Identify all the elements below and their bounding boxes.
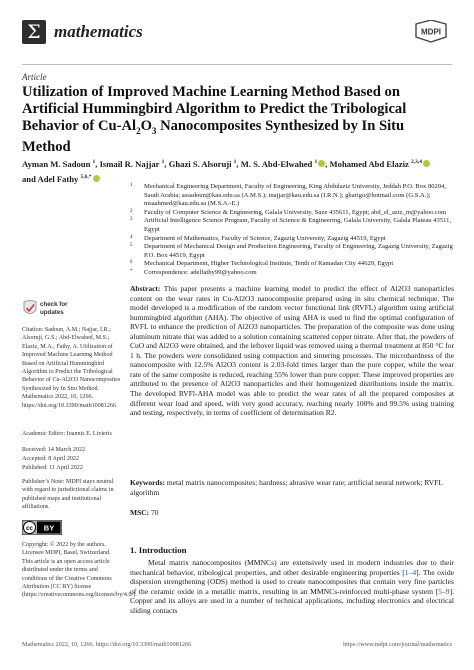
author-name[interactable]: Ghazi S. Alsoruji	[168, 158, 232, 169]
affiliation-item: 3 Artificial Intelligence Science Program, Faculty of Science & Engineering, Galala University, Galala Plateau 43511, Egypt	[130, 217, 452, 233]
journal-logo: Σ	[22, 20, 46, 44]
cc-badge-text: BY	[43, 523, 55, 533]
author-name[interactable]: Ayman M. Sadoun	[22, 158, 91, 169]
author-name[interactable]: Mohamed Abd Elaziz	[329, 158, 409, 169]
reference-link[interactable]: 5–9	[438, 586, 450, 596]
svg-text:cc: cc	[26, 526, 33, 532]
affiliation-item: 4 Department of Mathematics, Faculty of Science, Zagazig University, Zagazig 44519, Egypt	[130, 234, 386, 242]
keywords: Keywords: metal matrix nanocomposites; hardness; abrasive wear rate; artificial neural network; RVFL algorithm	[130, 478, 443, 497]
affiliation-item: 1 Mechanical Engineering Department, Faculty of Engineering, King Abdulaziz University, Jeddah P.O. Box 80204, Saudi Arabia; assadoun@kau.edu.sa (A.M.S.); inajjar@kau.edu.sa (I.R.N.); gharigo@hotmail.com (G.S.A.); msaahmed@kau.edu.sa (M.S.A.-E.)	[130, 183, 447, 208]
accepted-date: Accepted: 8 April 2022	[22, 456, 80, 462]
orcid-icon[interactable]	[318, 160, 325, 167]
section-title: 1. Introduction	[130, 545, 187, 555]
article-type: Article	[22, 72, 47, 82]
msc-code: MSC: 70	[130, 508, 159, 517]
check-updates-icon	[22, 300, 38, 318]
footer-journal-url[interactable]: https://www.mdpi.com/journal/mathematics	[343, 641, 452, 648]
correspondence: * Correspondence: adelfathy99@yahoo.com	[130, 268, 257, 276]
journal-name[interactable]: mathematics	[54, 22, 143, 41]
mdpi-logo-text: MDPI	[421, 27, 441, 37]
abstract-label: Abstract:	[130, 284, 161, 293]
header-divider	[22, 64, 452, 65]
academic-editor: Academic Editor: Ioannis E. Livieris	[22, 431, 112, 437]
mdpi-logo[interactable]	[412, 20, 450, 46]
copyright-notice: Copyright: © 2022 by the authors. Licensee MDPI, Basel, Switzerland. This article is an open access article distributed under the terms and conditions of the Creative Commons Attribution (CC BY) license (https://creativecommons.org/licenses/by/4.0/).	[22, 542, 137, 599]
author-list: Ayman M. Sadoun $^1$, Ismail R. Najjar $^1$, Ghazi S. Alsoruji $^1$, M. S. Abd-Elwahed $^1$ , Mohamed Abd Elaziz $^{2,3,4}$ and Adel Fathy $^{5,6,*}$	[22, 156, 454, 186]
affiliation-item: 6 Mechanical Department, Higher Technological Institute, Tenth of Ramadan City 44629, Egypt	[130, 260, 394, 268]
author-name[interactable]: M. S. Abd-Elwahed	[240, 158, 313, 169]
publisher-note: Publisher’s Note: MDPI stays neutral with regard to jurisdictional claims in published maps and institutional affiliations.	[22, 479, 114, 511]
citation-block: Citation: Sadoun, A.M.; Najjar, I.R.; Alsoruji, G.S.; Abd-Elwahed, M.S.; Elaziz, M.A.; Fathy, A. Utilization of Improved Machine Learning Method Based on Artificial Hummingbird Algorithm to Predict the Tribological Behavior of Cu-Al2O3 Nanocomposites Synthesized by In Situ Method. Mathematics 2022, 10, 1266. https://doi.org/10.3390/math10081266	[22, 327, 121, 409]
affiliation-item: 2 Faculty of Computer Science & Engineering, Galala University, Suze 435611, Egypt; abd_el_aziz_m@yahoo.com	[130, 208, 447, 216]
abstract	[130, 284, 454, 418]
orcid-icon[interactable]	[423, 160, 430, 167]
article-title: Utilization of Improved Machine Learning Method Based on Artificial Hummingbird Algorithm to Predict the Tribological Behavior of $Cu-Al_2O_3$ Nanocomposites Synthesized by In Situ Method	[22, 84, 407, 156]
introduction-paragraph: Metal matrix nanocomposites (MMNCs) are extensively used in modern industries due to their mechanical behavior, tribological properties, and other desirable engineering properties [1–4]. The oxide dispersion strengthening (ODS) method is used to create nanocomposites that contain very fine particles of the ceramic oxide in a metallic matrix, resulting in an MMNCs-reinforced multi-phase system [5–9]. Copper and its alloys are used in a number of technical applications, including electronics and electrical sliding contacts	[130, 558, 455, 615]
author-name[interactable]: Ismail R. Najjar	[99, 158, 160, 169]
orcid-icon[interactable]	[93, 175, 100, 182]
reference-link[interactable]: 1–4	[404, 567, 417, 577]
abstract-text: This paper presents a machine learning model to predict the effect of Al2O3 nanoparticles content on the wear rates in Cu-Al2O3 nanocomposite prepared using in situ chemical technique. The model developed is a modification of the random vector functional link (RVFL) algorithm using artificial hummingbird algorithm (AHA). The objective of using AHA is used to find the optimal configuration of RVFL to enhance the prediction of Al2O3 nanoparticles. The preparation of the composite was done using aluminum nitrate that was added to a solution containing scattered copper nitrate. After that, the powders of CuO and Al2O3 were obtained, and the leftover liquid was removed using a thermal treatment at 850 °C for 1 h. The powders were consolidated using compaction and sintering processes. The microhardness of the nanocomposite with 12.5% Al2O3 content is 2.03-fold times larger than the pure copper, while the wear rate of the same composite is reduced, reaching 55% lower than pure copper. These improved properties are attributed to the presence of Al2O3 nanoparticles and their homogenized distributions inside the matrix. The developed RVFl-AHA model was able to predict the wear rates of all the prepared composites at different wear load and speed, with very good accuracy, reaching nearly 100% and 99.5% using training and testing, respectively, in terms of coefficient of determination R2.	[130, 284, 454, 418]
affiliation-item: 5 Department of Mechanical Design and Production Engineering, Faculty of Engineering, Zagazig University, Zagazig P.O. Box 44519, Egypt	[130, 243, 453, 259]
cc-by-license-icon[interactable]	[22, 520, 62, 535]
author-name[interactable]: Adel Fathy	[37, 173, 79, 184]
affiliations	[130, 183, 460, 278]
published-date: Published: 11 April 2022	[22, 465, 83, 471]
check-for-updates-button[interactable]: check for updates	[22, 300, 82, 320]
received-date: Received: 14 March 2022	[22, 447, 86, 453]
footer-citation[interactable]: Mathematics 2022, 10, 1266. https://doi.org/10.3390/math10081266	[22, 641, 192, 648]
